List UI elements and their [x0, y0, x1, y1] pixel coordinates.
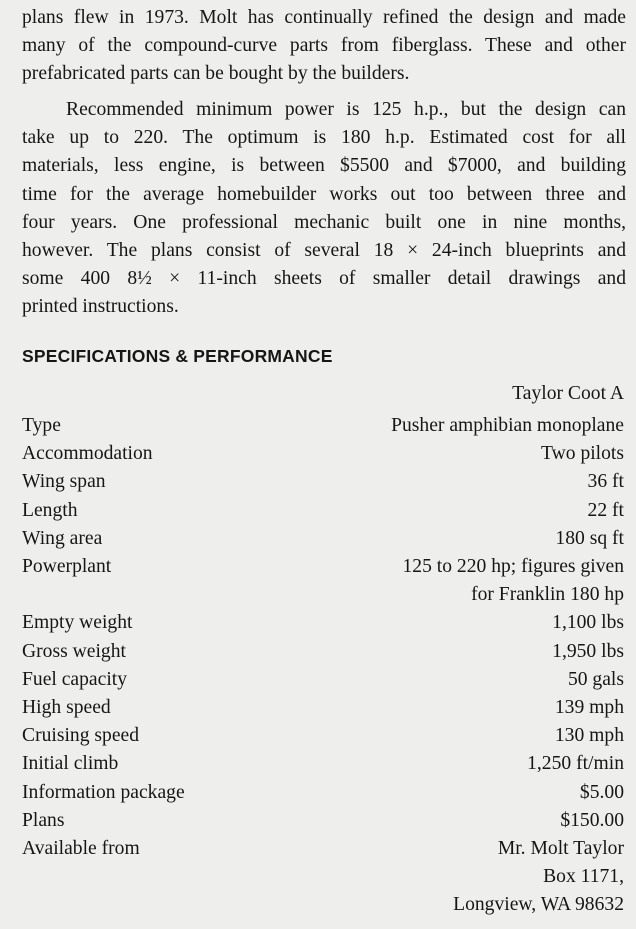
- text-line: Recommended minimum power is 125 h.p., but the design can: [66, 99, 626, 120]
- spec-row-available-from: [22, 835, 624, 863]
- text-line: plans flew in 1973. Molt has continually refined the design and made: [22, 7, 626, 28]
- spec-value: 50 gals: [567, 668, 624, 690]
- aircraft-model: Taylor Coot A: [512, 383, 624, 404]
- address-line: Box 1171,: [543, 866, 624, 888]
- spec-row-powerplant: [22, 553, 624, 581]
- spec-value: Mr. Molt Taylor: [497, 838, 624, 860]
- text-line: some 400 8½ × 11-inch sheets of smaller detail drawings and: [22, 268, 626, 290]
- spec-value: 139 mph: [554, 697, 624, 719]
- spec-label: Gross weight: [22, 640, 126, 662]
- text-line: materials, less engine, is between $5500 and $7000, and building: [22, 155, 626, 177]
- spec-row-type: [22, 412, 624, 440]
- text-line: however. The plans consist of several 18 × 24-inch blueprints and: [22, 240, 626, 262]
- spec-label: Cruising speed: [22, 725, 140, 747]
- spec-value: 125 to 220 hp; figures given: [402, 556, 624, 578]
- spec-value: 130 mph: [554, 725, 624, 747]
- spec-row-fuel-capacity: [22, 666, 624, 694]
- spec-value: 1,250 ft/min: [527, 753, 624, 775]
- spec-row-accommodation: [22, 440, 624, 468]
- spec-value: Two pilots: [541, 443, 624, 465]
- spec-value: 1,950 lbs: [552, 640, 624, 662]
- spec-row-cruising-speed: [22, 722, 624, 750]
- paragraph-power-cost: [22, 96, 626, 322]
- spec-label: Empty weight: [22, 612, 133, 634]
- specs-heading: SPECIFICATIONS & PERFORMANCE: [22, 346, 333, 366]
- text-line: many of the compound-curve parts from fiberglass. These and other: [22, 35, 626, 57]
- spec-label: High speed: [22, 697, 111, 719]
- spec-value: $5.00: [579, 781, 624, 803]
- paragraph-design: [22, 4, 626, 89]
- spec-row-gross-weight: [22, 638, 624, 666]
- spec-label: Plans: [22, 809, 65, 831]
- spec-row-wing-area: [22, 525, 624, 553]
- spec-label: Wing span: [22, 471, 106, 493]
- spec-row-information-package: [22, 779, 624, 807]
- spec-value: 180 sq ft: [555, 527, 624, 549]
- specs-table: [22, 412, 624, 920]
- text-line: four years. One professional mechanic built one in nine months,: [22, 211, 626, 233]
- address-line: Longview, WA 98632: [453, 894, 624, 916]
- spec-value: 1,100 lbs: [552, 612, 624, 634]
- spec-row-plans: [22, 807, 624, 835]
- spec-row-initial-climb: [22, 750, 624, 778]
- spec-label: Length: [22, 499, 78, 521]
- spec-label: Initial climb: [22, 753, 119, 775]
- spec-value: $150.00: [560, 809, 624, 831]
- spec-label: Powerplant: [22, 556, 112, 578]
- spec-row-empty-weight: [22, 609, 624, 637]
- spec-label: Available from: [22, 838, 140, 860]
- spec-label: Fuel capacity: [22, 668, 128, 690]
- spec-value: Pusher amphibian monoplane: [391, 415, 624, 436]
- spec-label: Accommodation: [22, 443, 153, 465]
- spec-label: Type: [22, 415, 61, 436]
- spec-label: Information package: [22, 781, 185, 803]
- spec-value-continued: for Franklin 180 hp: [471, 584, 624, 606]
- spec-row-high-speed: [22, 694, 624, 722]
- spec-value: 36 ft: [587, 471, 624, 493]
- spec-value: 22 ft: [587, 499, 624, 521]
- spec-label: Wing area: [22, 527, 103, 549]
- spec-row-wing-span: [22, 468, 624, 496]
- text-line: printed instructions.: [22, 296, 179, 318]
- text-line: take up to 220. The optimum is 180 h.p. Estimated cost for all: [22, 127, 626, 149]
- text-line: time for the average homebuilder works out too between three and: [22, 183, 626, 205]
- spec-row-length: [22, 497, 624, 525]
- text-line: prefabricated parts can be bought by the builders.: [22, 63, 410, 85]
